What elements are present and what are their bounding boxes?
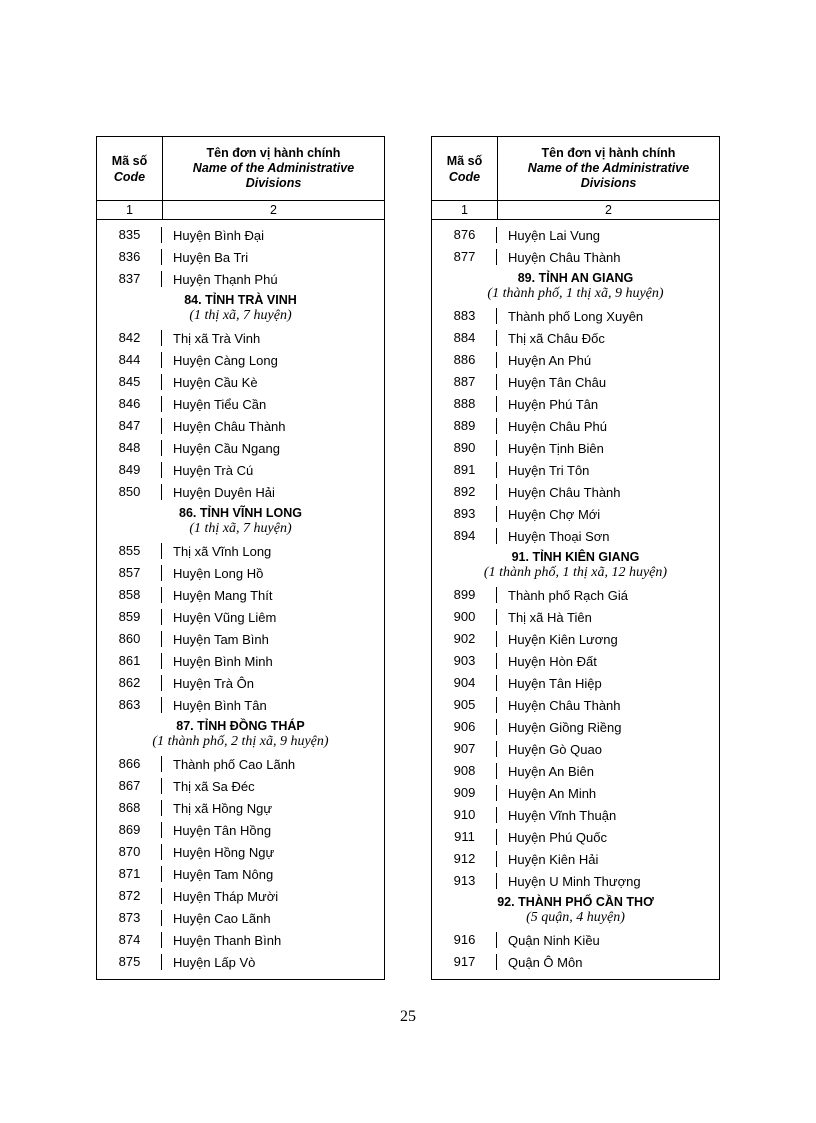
row-code: 848 — [97, 437, 162, 459]
table-row — [432, 393, 719, 415]
province-heading — [432, 268, 719, 305]
header-code-cell — [432, 137, 498, 200]
column-number-2: 2 — [605, 203, 612, 217]
row-name: Huyện Tri Tôn — [508, 462, 590, 478]
row-name: Huyện Phú Tân — [508, 396, 599, 412]
table-row — [97, 481, 384, 503]
row-code: 869 — [97, 819, 162, 841]
row-name: Huyện Giồng Riềng — [508, 719, 622, 735]
table-row — [432, 459, 719, 481]
row-group — [432, 224, 719, 268]
row-name: Huyện Cao Lãnh — [173, 910, 271, 926]
row-group — [432, 305, 719, 547]
row-code: 836 — [97, 246, 162, 268]
row-name: Huyện Vũng Liêm — [173, 609, 277, 625]
table-row — [432, 224, 719, 246]
row-code: 900 — [432, 606, 497, 628]
row-code: 890 — [432, 437, 497, 459]
row-name: Huyện Hòn Đất — [508, 653, 597, 669]
row-code: 912 — [432, 848, 497, 870]
row-name: Huyện U Minh Thượng — [508, 873, 641, 889]
header-name-en-2: Divisions — [580, 176, 637, 190]
header-code-vi: Mã số — [446, 153, 483, 168]
row-code: 868 — [97, 797, 162, 819]
row-name: Thị xã Trà Vinh — [173, 330, 261, 346]
table-row — [432, 672, 719, 694]
province-title: 89. TỈNH AN GIANG — [517, 271, 634, 285]
row-name: Huyện Bình Đại — [173, 227, 265, 243]
page-number: 25 — [400, 1008, 416, 1025]
row-code: 894 — [432, 525, 497, 547]
row-code: 846 — [97, 393, 162, 415]
table-right — [431, 136, 720, 980]
table-row — [432, 650, 719, 672]
row-name: Huyện Hồng Ngự — [173, 844, 275, 860]
table-row — [432, 826, 719, 848]
header-name-cell — [498, 137, 719, 200]
table-row — [432, 694, 719, 716]
table-row — [97, 246, 384, 268]
province-title: 92. THÀNH PHỐ CẦN THƠ — [497, 895, 654, 909]
row-group — [432, 584, 719, 892]
row-code: 904 — [432, 672, 497, 694]
row-code: 877 — [432, 246, 497, 268]
table-row — [97, 393, 384, 415]
province-heading — [432, 547, 719, 584]
table-row — [432, 246, 719, 268]
header-code-en: Code — [113, 169, 146, 184]
row-code: 888 — [432, 393, 497, 415]
row-code: 884 — [432, 327, 497, 349]
table-row — [97, 797, 384, 819]
row-name: Thành phố Long Xuyên — [508, 308, 644, 324]
row-name: Thị xã Sa Đéc — [173, 778, 255, 794]
row-code: 911 — [432, 826, 497, 848]
row-name: Huyện Duyên Hải — [173, 484, 275, 500]
table-row — [432, 716, 719, 738]
row-name: Huyện Tam Nông — [173, 866, 274, 882]
province-heading — [97, 290, 384, 327]
row-code: 893 — [432, 503, 497, 525]
row-group — [432, 929, 719, 973]
row-code: 866 — [97, 753, 162, 775]
row-code: 872 — [97, 885, 162, 907]
row-name: Huyện Cầu Ngang — [173, 440, 280, 456]
table-header — [97, 137, 384, 201]
table-row — [97, 224, 384, 246]
table-row — [432, 628, 719, 650]
row-name: Huyện Càng Long — [173, 352, 278, 368]
province-subtitle: (1 thành phố, 2 thị xã, 9 huyện) — [152, 734, 329, 749]
table-row — [97, 907, 384, 929]
row-code: 910 — [432, 804, 497, 826]
row-name: Huyện Trà Ôn — [173, 675, 254, 691]
province-subtitle: (5 quận, 4 huyện) — [526, 910, 625, 925]
row-code: 906 — [432, 716, 497, 738]
table-row — [432, 929, 719, 951]
row-name: Huyện Bình Minh — [173, 653, 273, 669]
table-row — [97, 562, 384, 584]
row-code: 871 — [97, 863, 162, 885]
row-name: Huyện Chợ Mới — [508, 506, 601, 522]
row-code: 905 — [432, 694, 497, 716]
column-number-row — [97, 201, 384, 220]
row-code: 917 — [432, 951, 497, 973]
province-title: 84. TỈNH TRÀ VINH — [184, 293, 297, 307]
table-row — [432, 870, 719, 892]
row-code: 860 — [97, 628, 162, 650]
table-row — [97, 885, 384, 907]
row-code: 875 — [97, 951, 162, 973]
table-row — [97, 606, 384, 628]
row-code: 907 — [432, 738, 497, 760]
row-name: Quận Ninh Kiều — [508, 932, 600, 948]
row-code: 845 — [97, 371, 162, 393]
row-name: Huyện Tân Hồng — [173, 822, 272, 838]
row-code: 909 — [432, 782, 497, 804]
row-code: 861 — [97, 650, 162, 672]
row-code: 867 — [97, 775, 162, 797]
row-code: 876 — [432, 224, 497, 246]
header-name-vi: Tên đơn vị hành chính — [206, 146, 341, 160]
row-code: 916 — [432, 929, 497, 951]
header-name-en-1: Name of the Administrative — [192, 161, 355, 175]
row-name: Huyện Tịnh Biên — [508, 440, 604, 456]
row-name: Huyện An Phú — [508, 352, 592, 368]
row-name: Thị xã Hồng Ngự — [173, 800, 273, 816]
row-code: 873 — [97, 907, 162, 929]
row-name: Huyện Thoại Sơn — [508, 528, 610, 544]
table-row — [432, 327, 719, 349]
column-number-1: 1 — [432, 201, 498, 219]
header-code-vi: Mã số — [111, 153, 148, 168]
table-row — [97, 268, 384, 290]
header-name-en-2: Divisions — [245, 176, 302, 190]
table-row — [97, 415, 384, 437]
row-name: Huyện Tân Châu — [508, 374, 607, 390]
row-name: Huyện Châu Thành — [508, 249, 621, 265]
table-row — [432, 738, 719, 760]
row-code: 902 — [432, 628, 497, 650]
row-name: Thị xã Vĩnh Long — [173, 543, 272, 559]
table-row — [97, 672, 384, 694]
row-name: Huyện Trà Cú — [173, 462, 254, 478]
row-code: 850 — [97, 481, 162, 503]
row-group — [97, 224, 384, 290]
row-code: 870 — [97, 841, 162, 863]
table-row — [432, 848, 719, 870]
table-row — [97, 584, 384, 606]
row-name: Huyện Châu Thành — [508, 697, 621, 713]
table-row — [97, 753, 384, 775]
row-name: Huyện Kiên Hải — [508, 851, 599, 867]
row-name: Thị xã Châu Đốc — [508, 330, 605, 346]
row-code: 855 — [97, 540, 162, 562]
row-code: 903 — [432, 650, 497, 672]
column-number-row — [432, 201, 719, 220]
province-heading — [432, 892, 719, 929]
table-row — [97, 628, 384, 650]
table-row — [432, 606, 719, 628]
table-row — [97, 650, 384, 672]
table-row — [432, 349, 719, 371]
row-name: Huyện Ba Tri — [173, 249, 249, 265]
row-code: 857 — [97, 562, 162, 584]
row-code: 859 — [97, 606, 162, 628]
row-name: Huyện Vĩnh Thuận — [508, 807, 617, 823]
province-subtitle: (1 thành phố, 1 thị xã, 9 huyện) — [487, 286, 664, 301]
row-code: 858 — [97, 584, 162, 606]
column-number-2: 2 — [270, 203, 277, 217]
row-code: 891 — [432, 459, 497, 481]
row-code: 842 — [97, 327, 162, 349]
row-name: Thành phố Rạch Giá — [508, 587, 628, 603]
table-row — [97, 327, 384, 349]
province-heading — [97, 503, 384, 540]
table-row — [432, 782, 719, 804]
row-name: Huyện Thanh Bình — [173, 932, 282, 948]
row-code: 886 — [432, 349, 497, 371]
header-name-vi: Tên đơn vị hành chính — [541, 146, 676, 160]
province-title: 87. TỈNH ĐỒNG THÁP — [176, 719, 305, 733]
row-name: Huyện Cầu Kè — [173, 374, 258, 390]
header-code-en: Code — [448, 169, 481, 184]
row-group — [97, 540, 384, 716]
row-name: Thành phố Cao Lãnh — [173, 756, 296, 772]
row-name: Huyện Long Hồ — [173, 565, 264, 581]
header-name-cell — [163, 137, 384, 200]
row-code: 863 — [97, 694, 162, 716]
row-name: Huyện Bình Tân — [173, 697, 267, 713]
table-row — [97, 371, 384, 393]
row-name: Huyện Châu Thành — [173, 418, 286, 434]
table-body — [432, 220, 719, 973]
row-name: Huyện Lấp Vò — [173, 954, 256, 970]
column-number-1: 1 — [97, 201, 163, 219]
province-title: 91. TỈNH KIÊN GIANG — [511, 550, 640, 564]
table-row — [97, 775, 384, 797]
province-title: 86. TỈNH VĨNH LONG — [179, 506, 302, 520]
row-name: Huyện Tháp Mười — [173, 888, 279, 904]
row-code: 847 — [97, 415, 162, 437]
row-code: 887 — [432, 371, 497, 393]
table-row — [432, 951, 719, 973]
province-heading — [97, 716, 384, 753]
table-row — [97, 863, 384, 885]
table-body — [97, 220, 384, 973]
table-row — [432, 584, 719, 606]
row-code: 849 — [97, 459, 162, 481]
row-group — [97, 753, 384, 973]
table-row — [432, 305, 719, 327]
row-code: 899 — [432, 584, 497, 606]
table-row — [97, 841, 384, 863]
table-row — [432, 481, 719, 503]
table-row — [97, 819, 384, 841]
row-code: 874 — [97, 929, 162, 951]
row-name: Huyện Kiên Lương — [508, 631, 618, 647]
province-subtitle: (1 thị xã, 7 huyện) — [189, 308, 292, 323]
row-code: 844 — [97, 349, 162, 371]
table-row — [432, 760, 719, 782]
table-row — [432, 503, 719, 525]
table-row — [97, 694, 384, 716]
table-row — [432, 804, 719, 826]
row-name: Huyện Tam Bình — [173, 631, 269, 647]
row-code: 837 — [97, 268, 162, 290]
header-code-cell — [97, 137, 163, 200]
row-name: Huyện Tân Hiệp — [508, 675, 602, 691]
row-code: 835 — [97, 224, 162, 246]
row-name: Huyện Tiểu Cần — [173, 396, 267, 412]
province-subtitle: (1 thị xã, 7 huyện) — [189, 521, 292, 536]
table-row — [97, 349, 384, 371]
row-code: 913 — [432, 870, 497, 892]
table-left — [96, 136, 385, 980]
table-header — [432, 137, 719, 201]
table-row — [97, 951, 384, 973]
table-row — [97, 459, 384, 481]
row-group — [97, 327, 384, 503]
row-name: Huyện Mang Thít — [173, 587, 273, 603]
table-row — [432, 415, 719, 437]
row-code: 908 — [432, 760, 497, 782]
header-name-en-1: Name of the Administrative — [527, 161, 690, 175]
row-name: Huyện Châu Phú — [508, 418, 608, 434]
row-name: Huyện An Biên — [508, 763, 595, 779]
row-code: 862 — [97, 672, 162, 694]
province-subtitle: (1 thành phố, 1 thị xã, 12 huyện) — [483, 565, 668, 580]
row-code: 892 — [432, 481, 497, 503]
row-name: Huyện Lai Vung — [508, 227, 601, 243]
row-name: Huyện An Minh — [508, 785, 597, 801]
table-row — [97, 929, 384, 951]
table-row — [432, 525, 719, 547]
row-name: Quận Ô Môn — [508, 954, 583, 970]
row-name: Huyện Thạnh Phú — [173, 271, 278, 287]
row-name: Huyện Phú Quốc — [508, 829, 608, 845]
table-row — [432, 371, 719, 393]
table-row — [97, 540, 384, 562]
row-name: Huyện Gò Quao — [508, 741, 602, 757]
row-code: 889 — [432, 415, 497, 437]
row-name: Thị xã Hà Tiên — [508, 609, 592, 625]
table-row — [432, 437, 719, 459]
row-name: Huyện Châu Thành — [508, 484, 621, 500]
row-code: 883 — [432, 305, 497, 327]
table-row — [97, 437, 384, 459]
